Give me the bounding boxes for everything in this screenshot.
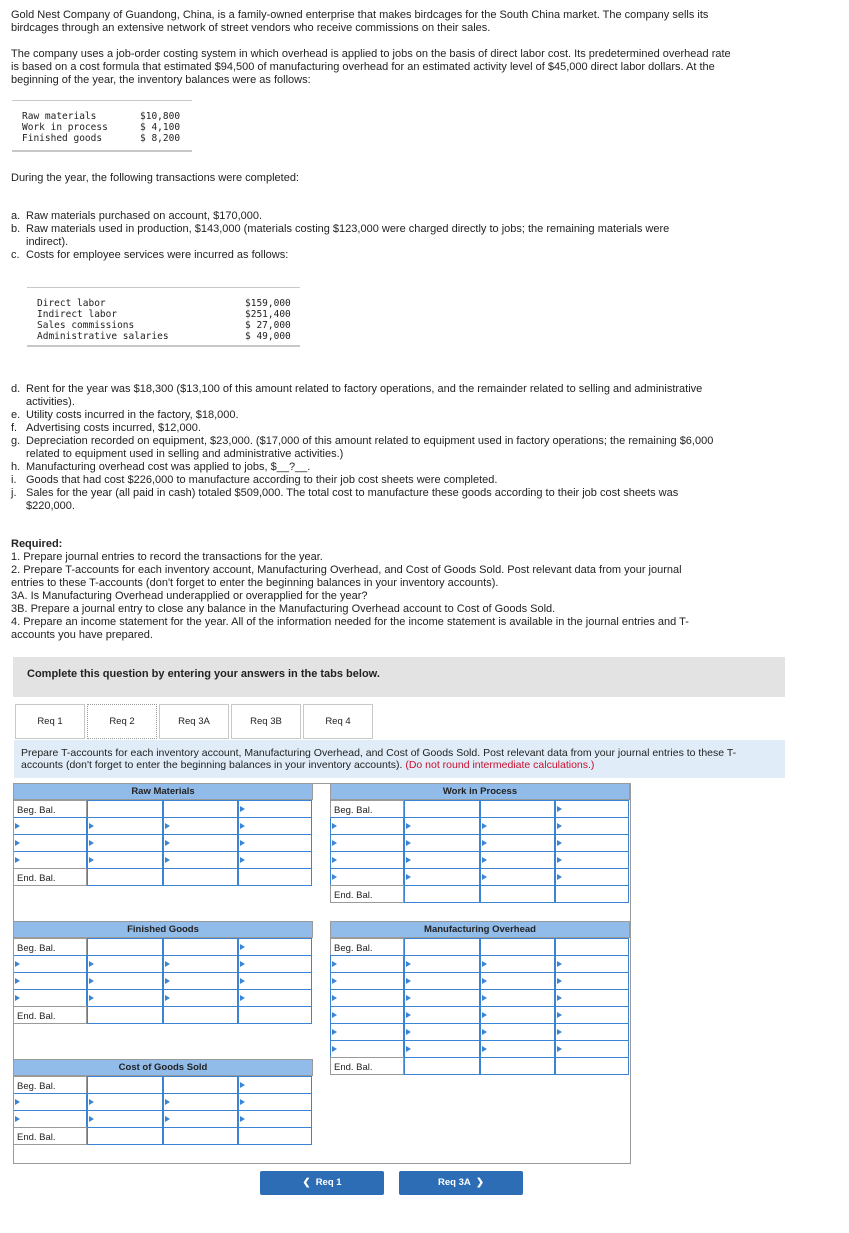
dropdown-arrow-icon[interactable]	[240, 1116, 245, 1122]
dropdown-arrow-icon[interactable]	[240, 944, 245, 950]
finished-goods-input[interactable]	[163, 1006, 238, 1024]
dropdown-arrow-icon[interactable]	[332, 1029, 337, 1035]
manufacturing-overhead-input[interactable]	[480, 1023, 555, 1041]
manufacturing-overhead-input[interactable]	[555, 1040, 629, 1058]
manufacturing-overhead-title: Manufacturing Overhead	[330, 921, 630, 938]
finished-goods-input[interactable]	[13, 972, 87, 990]
dropdown-arrow-icon[interactable]	[89, 995, 94, 1001]
dropdown-arrow-icon[interactable]	[165, 978, 170, 984]
labor-value: $ 27,000	[245, 320, 291, 331]
dropdown-arrow-icon[interactable]	[240, 1082, 245, 1088]
dropdown-arrow-icon[interactable]	[406, 874, 411, 880]
dropdown-arrow-icon[interactable]	[15, 995, 20, 1001]
finished-goods-input[interactable]	[238, 1006, 312, 1024]
beg-bal-label: Beg. Bal.	[13, 800, 87, 818]
required-item: 2. Prepare T-accounts for each inventory account, Manufacturing Overhead, and Cost of Goods Sold. Post relevant data from your journal entries to these T-accounts (don't forget to enter the beginning balances in your inventory accounts).	[11, 564, 682, 589]
transaction-item	[11, 383, 721, 409]
transaction-item	[11, 409, 721, 422]
finished-goods-title: Finished Goods	[13, 921, 313, 938]
dropdown-arrow-icon[interactable]	[406, 1029, 411, 1035]
cost-of-goods-sold-input[interactable]	[87, 1110, 163, 1128]
raw-materials-input[interactable]	[163, 834, 238, 852]
transaction-mark: i.	[11, 474, 17, 486]
tab-req-2[interactable]: Req 2	[87, 704, 157, 739]
cost-of-goods-sold-input[interactable]	[163, 1110, 238, 1128]
transaction-mark: h.	[11, 461, 21, 473]
transaction-text: Depreciation recorded on equipment, $23,000. ($17,000 of this amount related to equipment used in factory operations; the remaining $6,000 related to equipment used in selling and administrative activities.)	[26, 435, 714, 460]
transaction-item	[11, 435, 721, 461]
tab-req-1[interactable]: Req 1	[15, 704, 85, 739]
raw-materials-input[interactable]	[13, 817, 87, 835]
dropdown-arrow-icon[interactable]	[15, 961, 20, 967]
manufacturing-overhead-input[interactable]	[555, 938, 629, 956]
dropdown-arrow-icon[interactable]	[406, 823, 411, 829]
dropdown-arrow-icon[interactable]	[482, 874, 487, 880]
dropdown-arrow-icon[interactable]	[332, 978, 337, 984]
dropdown-arrow-icon[interactable]	[89, 961, 94, 967]
dropdown-arrow-icon[interactable]	[240, 1099, 245, 1105]
dropdown-arrow-icon[interactable]	[332, 857, 337, 863]
transaction-text: Sales for the year (all paid in cash) totaled $509,000. The total cost to manufacture these goods according to their job cost sheets was $220,000.	[26, 487, 679, 512]
manufacturing-overhead-input[interactable]	[480, 989, 555, 1007]
transaction-text: Raw materials purchased on account, $170,000.	[26, 210, 263, 222]
manufacturing-overhead-input[interactable]	[404, 938, 480, 956]
raw-materials-input[interactable]	[87, 800, 163, 818]
dropdown-arrow-icon[interactable]	[89, 823, 94, 829]
cost-of-goods-sold-input[interactable]	[87, 1076, 163, 1094]
finished-goods-input[interactable]	[87, 955, 163, 973]
transaction-text: Raw materials used in production, $143,000 (materials costing $123,000 were charged directly to jobs; the remaining materials were indirect).	[26, 223, 670, 248]
raw-materials-input[interactable]	[238, 851, 312, 869]
raw-materials-input[interactable]	[13, 834, 87, 852]
inventory-value: $10,800	[140, 111, 181, 122]
dropdown-arrow-icon[interactable]	[406, 1012, 411, 1018]
manufacturing-overhead-input[interactable]	[330, 1023, 404, 1041]
dropdown-arrow-icon[interactable]	[482, 1012, 487, 1018]
raw-materials-input[interactable]	[163, 851, 238, 869]
labor-cost-table	[27, 287, 300, 347]
dropdown-arrow-icon[interactable]	[332, 840, 337, 846]
end-bal-label: End. Bal.	[13, 1127, 87, 1145]
dropdown-arrow-icon[interactable]	[89, 840, 94, 846]
work-in-process-title: Work in Process	[330, 783, 630, 800]
dropdown-arrow-icon[interactable]	[15, 978, 20, 984]
dropdown-arrow-icon[interactable]	[482, 1029, 487, 1035]
labor-value: $ 49,000	[245, 331, 291, 342]
dropdown-arrow-icon[interactable]	[15, 857, 20, 863]
dropdown-arrow-icon[interactable]	[89, 978, 94, 984]
manufacturing-overhead-input[interactable]	[480, 1006, 555, 1024]
transaction-mark: a.	[11, 210, 21, 222]
dropdown-arrow-icon[interactable]	[557, 840, 562, 846]
manufacturing-overhead-input[interactable]	[404, 1057, 480, 1075]
finished-goods-input[interactable]	[163, 938, 238, 956]
dropdown-arrow-icon[interactable]	[557, 823, 562, 829]
transaction-item	[11, 249, 701, 262]
dropdown-arrow-icon[interactable]	[165, 961, 170, 967]
work-in-process-input[interactable]	[480, 800, 555, 818]
dropdown-arrow-icon[interactable]	[15, 823, 20, 829]
work-in-process-input[interactable]	[330, 851, 404, 869]
dropdown-arrow-icon[interactable]	[557, 1046, 562, 1052]
dropdown-arrow-icon[interactable]	[482, 978, 487, 984]
transaction-item	[11, 223, 701, 249]
transaction-mark: c.	[11, 249, 20, 261]
cost-of-goods-sold-input[interactable]	[87, 1093, 163, 1111]
cost-of-goods-sold-input[interactable]	[87, 1127, 163, 1145]
labor-label: Administrative salaries	[37, 331, 169, 342]
dropdown-arrow-icon[interactable]	[482, 823, 487, 829]
finished-goods-input[interactable]	[238, 938, 312, 956]
dropdown-arrow-icon[interactable]	[332, 995, 337, 1001]
raw-materials-input[interactable]	[13, 851, 87, 869]
dropdown-arrow-icon[interactable]	[240, 806, 245, 812]
transaction-text: Goods that had cost $226,000 to manufacture according to their job cost sheets were completed.	[26, 474, 498, 486]
manufacturing-overhead-input[interactable]	[330, 1040, 404, 1058]
transaction-mark: g.	[11, 435, 21, 447]
finished-goods-input[interactable]	[87, 972, 163, 990]
required-item: 4. Prepare an income statement for the year. All of the information needed for the income statement is available in the journal entries and T-accounts you have prepared.	[11, 616, 689, 641]
finished-goods-input[interactable]	[87, 1006, 163, 1024]
work-in-process-input[interactable]	[480, 868, 555, 886]
beg-bal-label: Beg. Bal.	[13, 938, 87, 956]
manufacturing-overhead-input[interactable]	[555, 1057, 629, 1075]
intro-paragraph-2: The company uses a job-order costing system in which overhead is applied to jobs on the basis of direct labor cost. Its predetermined overhead rate is based on a cost formula that estimated $94,500 of manufacturing overhead for an estimated activity level of $45,000 direct labor dollars. At the beginning of the year, the inventory balances were as follows:	[11, 48, 731, 86]
dropdown-arrow-icon[interactable]	[557, 857, 562, 863]
dropdown-arrow-icon[interactable]	[240, 840, 245, 846]
end-bal-label: End. Bal.	[330, 1057, 404, 1075]
inventory-table	[12, 100, 192, 152]
cost-of-goods-sold-input[interactable]	[163, 1076, 238, 1094]
transaction-mark: j.	[11, 487, 17, 499]
end-bal-label: End. Bal.	[13, 868, 87, 886]
work-in-process-input[interactable]	[404, 851, 480, 869]
finished-goods-input[interactable]	[163, 955, 238, 973]
transaction-text: Rent for the year was $18,300 ($13,100 of this amount related to factory operations, and the remainder related to selling and administrative activities).	[26, 383, 703, 408]
dropdown-arrow-icon[interactable]	[165, 840, 170, 846]
dropdown-arrow-icon[interactable]	[240, 857, 245, 863]
work-in-process-input[interactable]	[330, 834, 404, 852]
inventory-label: Work in process	[22, 122, 108, 133]
inventory-value: $ 4,100	[140, 122, 181, 133]
manufacturing-overhead-input[interactable]	[555, 972, 629, 990]
manufacturing-overhead-input[interactable]	[555, 1006, 629, 1024]
dropdown-arrow-icon[interactable]	[332, 961, 337, 967]
manufacturing-overhead-input[interactable]	[330, 989, 404, 1007]
transactions-a-c	[11, 210, 701, 262]
required-section	[11, 538, 711, 642]
required-item: 1. Prepare journal entries to record the transactions for the year.	[11, 551, 323, 563]
raw-materials-input[interactable]	[163, 817, 238, 835]
intro-paragraph-1: Gold Nest Company of Guandong, China, is a family-owned enterprise that makes birdcages for the South China market. The company sells its birdcages through an extensive network of street vendors who receive commissions on their sales.	[11, 9, 709, 34]
tab-req-4[interactable]: Req 4	[303, 704, 373, 739]
work-in-process-input[interactable]	[404, 817, 480, 835]
instructions-text: Prepare T-accounts for each inventory account, Manufacturing Overhead, and Cost of Goods Sold. Post relevant data from your journal entries to these T-accounts (don't forget to enter the beginning balances in your inventory accounts).	[21, 747, 737, 771]
tab-req-3b[interactable]: Req 3B	[231, 704, 301, 739]
transaction-text: Utility costs incurred in the factory, $18,000.	[26, 409, 239, 421]
dropdown-arrow-icon[interactable]	[482, 840, 487, 846]
dropdown-arrow-icon[interactable]	[240, 823, 245, 829]
dropdown-arrow-icon[interactable]	[482, 995, 487, 1001]
dropdown-arrow-icon[interactable]	[165, 823, 170, 829]
labor-label: Sales commissions	[37, 320, 135, 331]
dropdown-arrow-icon[interactable]	[482, 857, 487, 863]
inventory-value: $ 8,200	[140, 133, 181, 144]
chevron-right-icon: ❯	[476, 1177, 484, 1188]
manufacturing-overhead-input[interactable]	[555, 1023, 629, 1041]
labor-value: $159,000	[245, 298, 291, 309]
raw-materials-input[interactable]	[87, 817, 163, 835]
tab-req-3a[interactable]: Req 3A	[159, 704, 229, 739]
manufacturing-overhead-input[interactable]	[404, 1006, 480, 1024]
next-button[interactable]	[399, 1171, 523, 1195]
manufacturing-overhead-input[interactable]	[404, 1040, 480, 1058]
transaction-item	[11, 210, 701, 223]
manufacturing-overhead-input[interactable]	[480, 1057, 555, 1075]
finished-goods-input[interactable]	[13, 955, 87, 973]
work-in-process-input[interactable]	[330, 817, 404, 835]
dropdown-arrow-icon[interactable]	[557, 1012, 562, 1018]
work-in-process-input[interactable]	[555, 817, 629, 835]
dropdown-arrow-icon[interactable]	[89, 1116, 94, 1122]
during-text: During the year, the following transactions were completed:	[11, 172, 299, 184]
dropdown-arrow-icon[interactable]	[332, 1046, 337, 1052]
work-in-process-input[interactable]	[555, 868, 629, 886]
work-in-process-input[interactable]	[404, 868, 480, 886]
manufacturing-overhead-input[interactable]	[480, 938, 555, 956]
transactions-d-j	[11, 383, 721, 513]
next-label: Req 3A	[438, 1177, 471, 1188]
raw-materials-input[interactable]	[238, 800, 312, 818]
manufacturing-overhead-input[interactable]	[404, 972, 480, 990]
work-in-process-input[interactable]	[555, 885, 629, 903]
transaction-mark: d.	[11, 383, 21, 395]
dropdown-arrow-icon[interactable]	[240, 995, 245, 1001]
dropdown-arrow-icon[interactable]	[332, 1012, 337, 1018]
dropdown-arrow-icon[interactable]	[406, 857, 411, 863]
work-in-process-input[interactable]	[404, 834, 480, 852]
transaction-item	[11, 474, 721, 487]
dropdown-arrow-icon[interactable]	[165, 1099, 170, 1105]
dropdown-arrow-icon[interactable]	[15, 840, 20, 846]
manufacturing-overhead-input[interactable]	[555, 989, 629, 1007]
cost-of-goods-sold-input[interactable]	[163, 1127, 238, 1145]
transaction-mark: b.	[11, 223, 21, 235]
dropdown-arrow-icon[interactable]	[557, 961, 562, 967]
dropdown-arrow-icon[interactable]	[89, 857, 94, 863]
dropdown-arrow-icon[interactable]	[165, 1116, 170, 1122]
manufacturing-overhead-input[interactable]	[480, 955, 555, 973]
transaction-text: Manufacturing overhead cost was applied to jobs, $__?__.	[26, 461, 311, 473]
transaction-mark: e.	[11, 409, 21, 421]
raw-materials-input[interactable]	[238, 834, 312, 852]
instruction-banner: Complete this question by entering your answers in the tabs below.	[13, 657, 785, 697]
dropdown-arrow-icon[interactable]	[406, 995, 411, 1001]
dropdown-arrow-icon[interactable]	[557, 978, 562, 984]
cost-of-goods-sold-title: Cost of Goods Sold	[13, 1059, 313, 1076]
manufacturing-overhead-input[interactable]	[480, 972, 555, 990]
work-in-process-input[interactable]	[480, 885, 555, 903]
transaction-text: Costs for employee services were incurred as follows:	[26, 249, 289, 261]
work-in-process-input[interactable]	[480, 817, 555, 835]
manufacturing-overhead-input[interactable]	[480, 1040, 555, 1058]
transaction-item	[11, 487, 721, 513]
finished-goods-input[interactable]	[163, 989, 238, 1007]
work-in-process-input[interactable]	[404, 885, 480, 903]
required-item: 3B. Prepare a journal entry to close any balance in the Manufacturing Overhead account to Cost of Goods Sold.	[11, 603, 556, 615]
labor-value: $251,400	[245, 309, 291, 320]
dropdown-arrow-icon[interactable]	[482, 1046, 487, 1052]
cost-of-goods-sold-input[interactable]	[163, 1093, 238, 1111]
finished-goods-input[interactable]	[87, 938, 163, 956]
transaction-item	[11, 461, 721, 474]
transaction-text: Advertising costs incurred, $12,000.	[26, 422, 201, 434]
transaction-mark: f.	[11, 422, 18, 434]
dropdown-arrow-icon[interactable]	[240, 978, 245, 984]
cost-of-goods-sold-input[interactable]	[13, 1093, 87, 1111]
end-bal-label: End. Bal.	[330, 885, 404, 903]
chevron-left-icon: ❮	[302, 1177, 311, 1188]
dropdown-arrow-icon[interactable]	[240, 961, 245, 967]
manufacturing-overhead-input[interactable]	[555, 955, 629, 973]
manufacturing-overhead-input[interactable]	[404, 955, 480, 973]
dropdown-arrow-icon[interactable]	[406, 840, 411, 846]
dropdown-arrow-icon[interactable]	[557, 995, 562, 1001]
inventory-label: Finished goods	[22, 133, 103, 144]
work-in-process-input[interactable]	[555, 851, 629, 869]
dropdown-arrow-icon[interactable]	[15, 1099, 20, 1105]
dropdown-arrow-icon[interactable]	[332, 874, 337, 880]
instructions-note: (Do not round intermediate calculations.)	[405, 759, 595, 771]
work-in-process-input[interactable]	[480, 851, 555, 869]
cost-of-goods-sold-input[interactable]	[238, 1076, 312, 1094]
finished-goods-input[interactable]	[238, 989, 312, 1007]
finished-goods-input[interactable]	[163, 972, 238, 990]
manufacturing-overhead-input[interactable]	[404, 989, 480, 1007]
cost-of-goods-sold-input[interactable]	[238, 1127, 312, 1145]
manufacturing-overhead-input[interactable]	[330, 955, 404, 973]
dropdown-arrow-icon[interactable]	[482, 961, 487, 967]
transaction-item	[11, 422, 721, 435]
req-2-instructions	[14, 740, 785, 778]
raw-materials-input[interactable]	[87, 868, 163, 886]
end-bal-label: End. Bal.	[13, 1006, 87, 1024]
work-in-process-input[interactable]	[480, 834, 555, 852]
prev-button[interactable]	[260, 1171, 384, 1195]
raw-materials-input[interactable]	[238, 817, 312, 835]
required-item: 3A. Is Manufacturing Overhead underapplied or overapplied for the year?	[11, 590, 368, 602]
manufacturing-overhead-input[interactable]	[330, 1006, 404, 1024]
dropdown-arrow-icon[interactable]	[89, 1099, 94, 1105]
finished-goods-input[interactable]	[87, 989, 163, 1007]
beg-bal-label: Beg. Bal.	[13, 1076, 87, 1094]
work-in-process-input[interactable]	[404, 800, 480, 818]
raw-materials-input[interactable]	[87, 851, 163, 869]
dropdown-arrow-icon[interactable]	[557, 806, 562, 812]
manufacturing-overhead-input[interactable]	[404, 1023, 480, 1041]
finished-goods-input[interactable]	[238, 972, 312, 990]
raw-materials-input[interactable]	[238, 868, 312, 886]
finished-goods-input[interactable]	[13, 989, 87, 1007]
work-in-process-input[interactable]	[330, 868, 404, 886]
inventory-label: Raw materials	[22, 111, 97, 122]
dropdown-arrow-icon[interactable]	[165, 995, 170, 1001]
dropdown-arrow-icon[interactable]	[406, 961, 411, 967]
work-in-process-input[interactable]	[555, 834, 629, 852]
beg-bal-label: Beg. Bal.	[330, 800, 404, 818]
dropdown-arrow-icon[interactable]	[406, 978, 411, 984]
dropdown-arrow-icon[interactable]	[165, 857, 170, 863]
cost-of-goods-sold-input[interactable]	[13, 1110, 87, 1128]
dropdown-arrow-icon[interactable]	[332, 823, 337, 829]
prev-label: Req 1	[315, 1177, 342, 1188]
cost-of-goods-sold-input[interactable]	[238, 1093, 312, 1111]
cost-of-goods-sold-input[interactable]	[238, 1110, 312, 1128]
work-in-process-input[interactable]	[555, 800, 629, 818]
manufacturing-overhead-input[interactable]	[330, 972, 404, 990]
raw-materials-input[interactable]	[87, 834, 163, 852]
raw-materials-title: Raw Materials	[13, 783, 313, 800]
dropdown-arrow-icon[interactable]	[15, 1116, 20, 1122]
labor-label: Direct labor	[37, 298, 106, 309]
beg-bal-label: Beg. Bal.	[330, 938, 404, 956]
finished-goods-input[interactable]	[238, 955, 312, 973]
dropdown-arrow-icon[interactable]	[406, 1046, 411, 1052]
required-title: Required:	[11, 538, 63, 550]
raw-materials-input[interactable]	[163, 800, 238, 818]
dropdown-arrow-icon[interactable]	[557, 874, 562, 880]
dropdown-arrow-icon[interactable]	[557, 1029, 562, 1035]
labor-label: Indirect labor	[37, 309, 118, 320]
raw-materials-input[interactable]	[163, 868, 238, 886]
